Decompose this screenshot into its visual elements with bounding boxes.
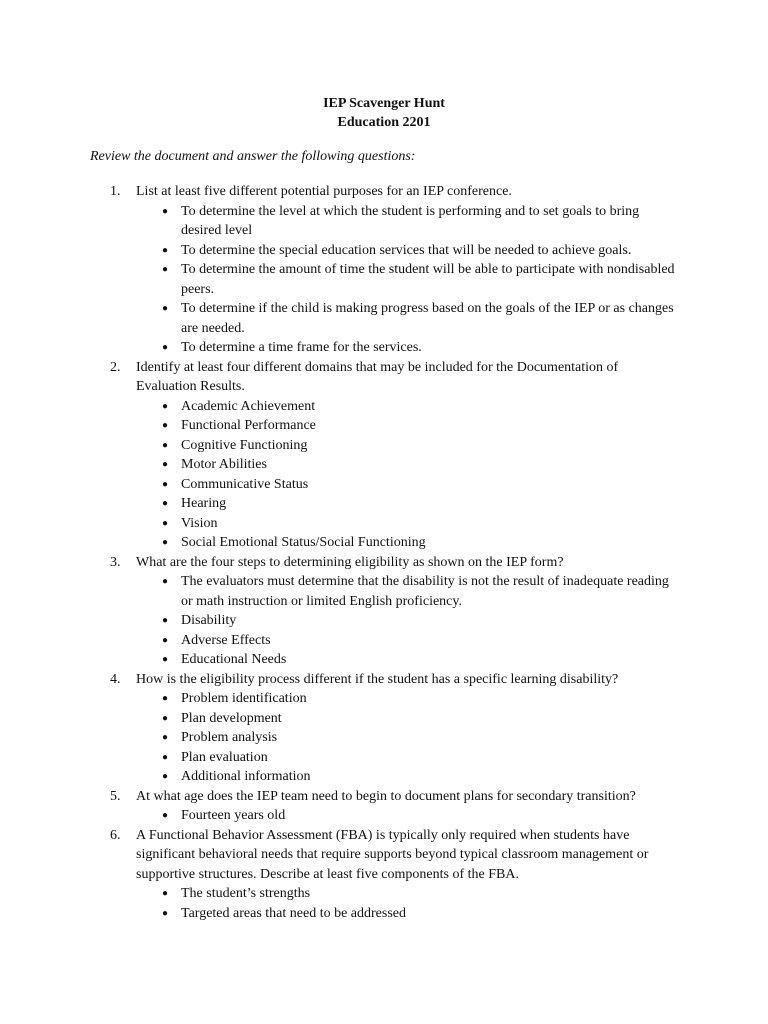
bullet-icon: ● [162,478,169,490]
answer-item [162,338,680,358]
bullet-icon: ● [162,303,169,314]
answer-list [136,202,680,358]
answer-text: Plan development [181,710,282,726]
bullet-icon: ● [162,654,169,665]
question-text: A Functional Behavior Assessment (FBA) is typically only required when students have significant behavioral needs that require supports beyond typical classroom management or supportive structures. Describe at least five components of the FBA. [136,827,649,882]
answer-item [162,533,680,553]
bullet-icon: ● [162,888,169,899]
bullet-icon: ● [162,537,169,548]
bullet-icon: ● [162,517,169,529]
answer-text: Functional Performance [181,418,316,433]
bullet-icon: ● [162,498,169,509]
bullet-icon: ● [162,810,169,821]
answer-item [162,709,680,729]
answer-item [162,241,680,261]
answer-text: To determine the level at which the student is performing and to set goals to bring desired level [181,203,640,238]
answer-text: Educational Needs [181,652,287,667]
answer-item [162,806,680,826]
answer-text: The student’s strengths [181,886,311,901]
question-item [110,670,680,787]
answer-item [162,572,680,611]
question-item [110,182,680,358]
answer-list [136,884,680,923]
bullet-icon: ● [162,576,169,587]
answer-text: Problem analysis [181,730,278,745]
bullet-icon: ● [162,615,169,626]
answer-text: Communicative Status [181,476,309,492]
answer-item [162,748,680,768]
answer-text: The evaluators must determine that the disability is not the result of inadequate reading or math instruction or limited English proficiency. [181,574,669,609]
answer-text: Academic Achievement [181,398,316,414]
answer-item [162,884,680,904]
question-number: 3. [110,554,121,570]
answer-text: Hearing [181,496,227,511]
bullet-icon: ● [162,771,169,782]
bullet-icon: ● [162,732,169,743]
bullet-icon: ● [162,244,169,256]
bullet-icon: ● [162,459,169,470]
question-list [110,182,680,923]
question-item [110,358,680,553]
instruction-text: Review the document and answer the following questions: [90,149,416,164]
answer-item [162,767,680,787]
answer-text: Motor Abilities [181,457,267,472]
bullet-icon: ● [162,205,169,217]
answer-list [136,689,680,787]
document-title: IEP Scavenger Hunt [323,96,445,111]
bullet-icon: ● [162,400,169,412]
answer-text: Problem identification [181,691,307,706]
answer-item [162,299,680,338]
answer-list [136,397,680,553]
bullet-icon: ● [162,693,169,704]
answer-item [162,397,680,417]
question-number: 6. [110,827,121,843]
answer-item [162,631,680,651]
question-number: 1. [110,184,121,199]
answer-text: To determine the special education services that will be needed to achieve goals. [181,242,632,258]
document-subtitle: Education 2201 [337,115,431,130]
answer-item [162,260,680,299]
bullet-icon: ● [162,439,169,451]
title-block [0,94,768,132]
answer-item [162,728,680,748]
answer-item [162,514,680,534]
answer-text: Vision [181,515,218,531]
answer-text: Disability [181,613,237,628]
bullet-icon: ● [162,634,169,646]
question-text: At what age does the IEP team need to begin to document plans for secondary transition? [136,788,636,804]
question-number: 2. [110,359,121,375]
question-text: List at least five different potential purposes for an IEP conference. [136,184,512,199]
answer-text: Cognitive Functioning [181,437,308,453]
answer-item [162,202,680,241]
question-number: 5. [110,788,121,804]
answer-item [162,416,680,436]
bullet-icon: ● [162,712,169,724]
bullet-icon: ● [162,342,169,353]
answer-item [162,689,680,709]
answer-text: Targeted areas that need to be addressed [181,905,406,921]
answer-item [162,650,680,670]
answer-text: Social Emotional Status/Social Functioning [181,535,426,550]
answer-list [136,806,680,826]
question-item [110,826,680,924]
answer-text: To determine if the child is making progress based on the goals of the IEP or as changes are needed. [181,301,674,336]
question-text: What are the four steps to determining eligibility as shown on the IEP form? [136,554,564,570]
bullet-icon: ● [162,420,169,431]
answer-text: To determine the amount of time the student will be able to participate with nondisabled peers. [181,262,675,297]
answer-text: Fourteen years old [181,808,286,823]
question-number: 4. [110,671,121,687]
bullet-icon: ● [162,751,169,763]
answer-item [162,611,680,631]
answer-text: Additional information [181,769,311,784]
answer-item [162,455,680,475]
question-text: Identify at least four different domains that may be included for the Documentation of Evaluation Results. [136,359,619,394]
question-text: How is the eligibility process different if the student has a specific learning disability? [136,671,619,687]
bullet-icon: ● [162,264,169,275]
answer-item [162,475,680,495]
answer-item [162,436,680,456]
question-item [110,787,680,826]
answer-text: Plan evaluation [181,749,268,765]
answer-text: To determine a time frame for the services. [181,340,422,355]
bullet-icon: ● [162,907,169,919]
answer-text: Adverse Effects [181,632,271,648]
question-item [110,553,680,670]
answer-item [162,904,680,924]
answer-item [162,494,680,514]
answer-list [136,572,680,670]
